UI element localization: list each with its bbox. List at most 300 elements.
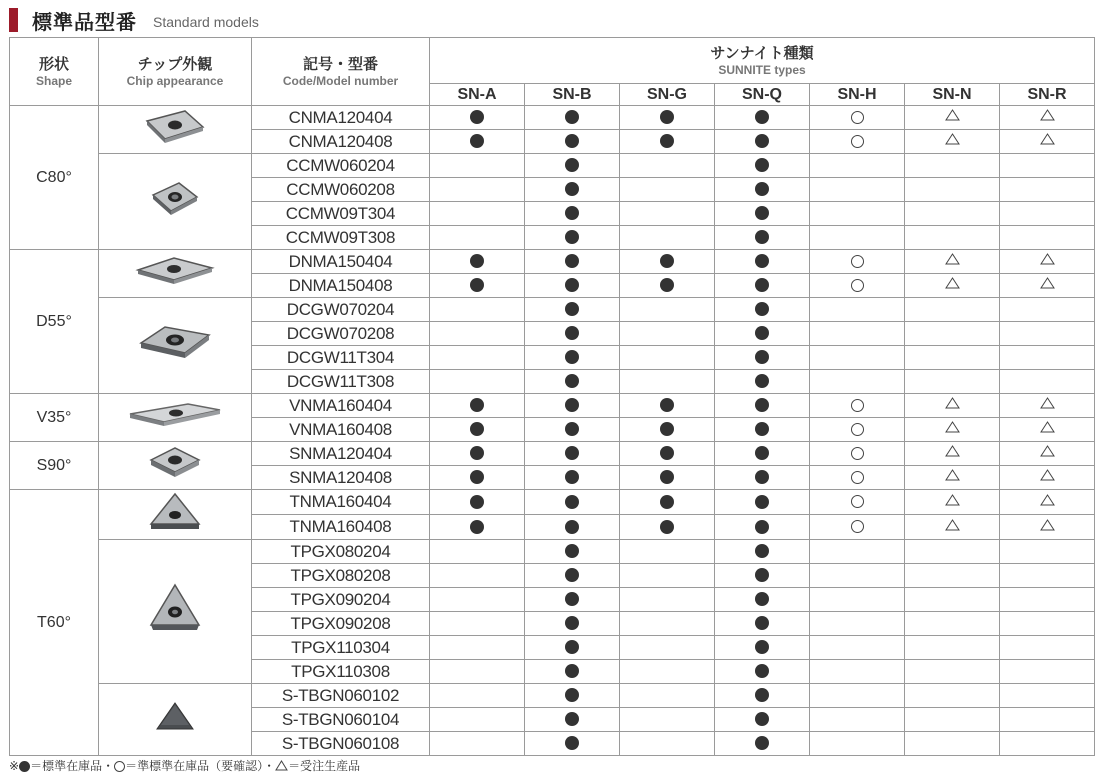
availability-cell-sn-g xyxy=(620,540,715,564)
standard-stock-dot-icon xyxy=(565,182,579,196)
chip-appearance-cell xyxy=(99,540,252,684)
model-code-cell: TPGX110304 xyxy=(252,636,430,660)
availability-cell-sn-a xyxy=(430,466,525,490)
made-to-order-triangle-icon xyxy=(945,108,960,126)
model-code-cell: TNMA160404 xyxy=(252,490,430,515)
availability-cell-sn-g xyxy=(620,684,715,708)
availability-cell-sn-a xyxy=(430,154,525,178)
availability-cell-sn-r xyxy=(1000,202,1095,226)
standard-stock-dot-icon xyxy=(565,302,579,316)
availability-cell-sn-q xyxy=(715,564,810,588)
model-code-cell: S-TBGN060108 xyxy=(252,732,430,756)
availability-cell-sn-n xyxy=(905,564,1000,588)
heading-en: Standard models xyxy=(153,13,259,30)
availability-cell-sn-a xyxy=(430,298,525,322)
availability-cell-sn-q xyxy=(715,130,810,154)
availability-cell-sn-a xyxy=(430,418,525,442)
availability-cell-sn-n xyxy=(905,466,1000,490)
availability-cell-sn-b xyxy=(525,540,620,564)
model-code-cell: DCGW070208 xyxy=(252,322,430,346)
legend-footnote: ※ ＝標準在庫品・ ＝準標準在庫品（要確認）・ ＝受注生産品 xyxy=(9,759,361,773)
tnma-insert-icon xyxy=(145,521,205,538)
availability-cell-sn-a xyxy=(430,442,525,466)
standard-stock-dot-icon xyxy=(565,544,579,558)
availability-cell-sn-g xyxy=(620,274,715,298)
availability-cell-sn-g xyxy=(620,418,715,442)
availability-cell-sn-g xyxy=(620,106,715,130)
table-row xyxy=(10,442,1095,466)
availability-cell-sn-a xyxy=(430,106,525,130)
availability-cell-sn-r xyxy=(1000,490,1095,515)
availability-cell-sn-b xyxy=(525,394,620,418)
model-code-cell: TPGX080208 xyxy=(252,564,430,588)
availability-cell-sn-q xyxy=(715,660,810,684)
availability-cell-sn-r xyxy=(1000,515,1095,540)
availability-cell-sn-h xyxy=(810,490,905,515)
standard-stock-dot-icon xyxy=(660,134,674,148)
availability-cell-sn-h xyxy=(810,346,905,370)
availability-cell-sn-b xyxy=(525,684,620,708)
standard-stock-dot-icon xyxy=(755,520,769,534)
model-code-cell: CNMA120408 xyxy=(252,130,430,154)
availability-cell-sn-n xyxy=(905,540,1000,564)
availability-cell-sn-r xyxy=(1000,660,1095,684)
dcgw-insert-icon xyxy=(135,354,215,371)
availability-cell-sn-h xyxy=(810,732,905,756)
standard-stock-dot-icon xyxy=(565,254,579,268)
availability-cell-sn-g xyxy=(620,660,715,684)
made-to-order-triangle-icon xyxy=(945,444,960,462)
availability-cell-sn-q xyxy=(715,588,810,612)
standard-stock-dot-icon xyxy=(565,446,579,460)
availability-cell-sn-g xyxy=(620,226,715,250)
made-to-order-triangle-icon xyxy=(1040,420,1055,438)
semi-standard-circle-icon xyxy=(851,111,864,124)
availability-cell-sn-g xyxy=(620,202,715,226)
standard-stock-dot-icon xyxy=(660,422,674,436)
availability-cell-sn-a xyxy=(430,130,525,154)
availability-cell-sn-g xyxy=(620,732,715,756)
availability-cell-sn-h xyxy=(810,418,905,442)
standard-stock-dot-icon xyxy=(755,350,769,364)
availability-cell-sn-r xyxy=(1000,708,1095,732)
availability-cell-sn-b xyxy=(525,298,620,322)
availability-cell-sn-n xyxy=(905,130,1000,154)
made-to-order-triangle-icon xyxy=(1040,276,1055,294)
model-code-cell: CNMA120404 xyxy=(252,106,430,130)
availability-cell-sn-n xyxy=(905,588,1000,612)
standard-stock-dot-icon xyxy=(755,278,769,292)
availability-cell-sn-h xyxy=(810,250,905,274)
made-to-order-triangle-icon xyxy=(945,420,960,438)
availability-cell-sn-r xyxy=(1000,540,1095,564)
availability-cell-sn-h xyxy=(810,178,905,202)
shape-cell: D55° xyxy=(10,250,99,394)
made-to-order-triangle-icon xyxy=(945,132,960,150)
table-row xyxy=(10,250,1095,274)
tbgn-insert-icon xyxy=(153,722,197,739)
availability-cell-sn-r xyxy=(1000,564,1095,588)
availability-cell-sn-b xyxy=(525,588,620,612)
availability-cell-sn-b xyxy=(525,202,620,226)
table-row xyxy=(10,298,1095,322)
standard-stock-dot-icon xyxy=(470,254,484,268)
availability-cell-sn-a xyxy=(430,322,525,346)
standard-stock-dot-icon xyxy=(755,616,769,630)
availability-cell-sn-q xyxy=(715,298,810,322)
availability-cell-sn-a xyxy=(430,202,525,226)
availability-cell-sn-q xyxy=(715,370,810,394)
availability-cell-sn-q xyxy=(715,178,810,202)
availability-cell-sn-r xyxy=(1000,732,1095,756)
semi-standard-circle-icon xyxy=(114,761,125,772)
made-to-order-triangle-icon xyxy=(1040,493,1055,511)
tpgx-insert-icon xyxy=(145,624,205,641)
standard-stock-dot-icon xyxy=(660,446,674,460)
availability-cell-sn-r xyxy=(1000,442,1095,466)
availability-cell-sn-a xyxy=(430,540,525,564)
availability-cell-sn-b xyxy=(525,322,620,346)
standard-stock-dot-icon xyxy=(755,158,769,172)
made-to-order-triangle-icon xyxy=(1040,396,1055,414)
standard-stock-dot-icon xyxy=(565,495,579,509)
availability-cell-sn-b xyxy=(525,178,620,202)
standard-stock-dot-icon xyxy=(565,640,579,654)
availability-cell-sn-a xyxy=(430,250,525,274)
availability-cell-sn-a xyxy=(430,370,525,394)
availability-cell-sn-n xyxy=(905,250,1000,274)
availability-cell-sn-r xyxy=(1000,418,1095,442)
availability-cell-sn-n xyxy=(905,490,1000,515)
semi-standard-circle-icon xyxy=(851,447,864,460)
availability-cell-sn-n xyxy=(905,660,1000,684)
standard-stock-dot-icon xyxy=(470,520,484,534)
model-code-cell: DCGW11T304 xyxy=(252,346,430,370)
availability-cell-sn-q xyxy=(715,636,810,660)
availability-cell-sn-b xyxy=(525,564,620,588)
availability-cell-sn-a xyxy=(430,394,525,418)
model-code-cell: CCMW060208 xyxy=(252,178,430,202)
availability-cell-sn-n xyxy=(905,684,1000,708)
model-code-cell: TPGX090204 xyxy=(252,588,430,612)
availability-cell-sn-a xyxy=(430,684,525,708)
standard-stock-dot-icon xyxy=(565,134,579,148)
availability-cell-sn-h xyxy=(810,708,905,732)
availability-cell-sn-b xyxy=(525,515,620,540)
availability-cell-sn-g xyxy=(620,346,715,370)
standard-stock-dot-icon xyxy=(755,664,769,678)
standard-stock-dot-icon xyxy=(565,374,579,388)
availability-cell-sn-b xyxy=(525,612,620,636)
model-code-cell: SNMA120408 xyxy=(252,466,430,490)
model-code-cell: TNMA160408 xyxy=(252,515,430,540)
availability-cell-sn-r xyxy=(1000,130,1095,154)
made-to-order-triangle-icon xyxy=(1040,132,1055,150)
semi-standard-circle-icon xyxy=(851,135,864,148)
availability-cell-sn-q xyxy=(715,394,810,418)
standard-stock-dot-icon xyxy=(565,470,579,484)
availability-cell-sn-h xyxy=(810,274,905,298)
availability-cell-sn-n xyxy=(905,418,1000,442)
semi-standard-circle-icon xyxy=(851,471,864,484)
availability-cell-sn-r xyxy=(1000,684,1095,708)
availability-cell-sn-r xyxy=(1000,274,1095,298)
chip-appearance-cell xyxy=(99,298,252,394)
standard-stock-dot-icon xyxy=(470,446,484,460)
standard-stock-dot-icon xyxy=(755,568,769,582)
standard-stock-dot-icon xyxy=(755,736,769,750)
availability-cell-sn-g xyxy=(620,636,715,660)
standard-stock-dot-icon xyxy=(565,712,579,726)
standard-stock-dot-icon xyxy=(660,470,674,484)
standard-stock-dot-icon xyxy=(470,422,484,436)
availability-cell-sn-q xyxy=(715,202,810,226)
availability-cell-sn-r xyxy=(1000,106,1095,130)
table-row xyxy=(10,106,1095,130)
semi-standard-circle-icon xyxy=(851,399,864,412)
standard-stock-dot-icon xyxy=(755,254,769,268)
standard-stock-dot-icon xyxy=(755,398,769,412)
availability-cell-sn-h xyxy=(810,322,905,346)
standard-stock-dot-icon xyxy=(660,110,674,124)
vnma-insert-icon xyxy=(128,417,222,434)
standard-stock-dot-icon xyxy=(470,134,484,148)
availability-cell-sn-n xyxy=(905,106,1000,130)
table-row xyxy=(10,684,1095,708)
availability-cell-sn-g xyxy=(620,708,715,732)
heading-accent-bar xyxy=(9,8,18,32)
availability-cell-sn-h xyxy=(810,130,905,154)
standard-stock-dot-icon xyxy=(565,278,579,292)
availability-cell-sn-g xyxy=(620,515,715,540)
availability-cell-sn-a xyxy=(430,708,525,732)
availability-cell-sn-g xyxy=(620,322,715,346)
shape-cell: V35° xyxy=(10,394,99,442)
chip-appearance-cell xyxy=(99,106,252,154)
availability-cell-sn-b xyxy=(525,636,620,660)
standard-stock-dot-icon xyxy=(565,568,579,582)
availability-cell-sn-h xyxy=(810,442,905,466)
availability-cell-sn-g xyxy=(620,178,715,202)
standard-stock-dot-icon xyxy=(565,592,579,606)
standard-stock-dot-icon xyxy=(565,350,579,364)
standard-stock-dot-icon xyxy=(755,544,769,558)
model-code-cell: VNMA160408 xyxy=(252,418,430,442)
type-header-sn-b: SN-B xyxy=(525,84,620,106)
availability-cell-sn-q xyxy=(715,442,810,466)
availability-cell-sn-a xyxy=(430,732,525,756)
availability-cell-sn-r xyxy=(1000,612,1095,636)
availability-cell-sn-a xyxy=(430,636,525,660)
standard-stock-dot-icon xyxy=(470,278,484,292)
availability-cell-sn-q xyxy=(715,346,810,370)
type-header-sn-q: SN-Q xyxy=(715,84,810,106)
ccmw-insert-icon xyxy=(147,208,203,225)
availability-cell-sn-q xyxy=(715,490,810,515)
model-code-cell: DCGW11T308 xyxy=(252,370,430,394)
availability-cell-sn-b xyxy=(525,154,620,178)
availability-cell-sn-n xyxy=(905,322,1000,346)
type-header-sn-n: SN-N xyxy=(905,84,1000,106)
sunnite-types-header: サンナイト種類 SUNNITE types xyxy=(430,38,1095,84)
availability-cell-sn-g xyxy=(620,154,715,178)
model-code-cell: S-TBGN060102 xyxy=(252,684,430,708)
type-header-sn-a: SN-A xyxy=(430,84,525,106)
availability-cell-sn-a xyxy=(430,515,525,540)
availability-cell-sn-n xyxy=(905,370,1000,394)
standard-stock-dot-icon xyxy=(660,520,674,534)
type-header-sn-g: SN-G xyxy=(620,84,715,106)
semi-standard-circle-icon xyxy=(851,423,864,436)
availability-cell-sn-q xyxy=(715,418,810,442)
model-code-cell: TPGX090208 xyxy=(252,612,430,636)
availability-cell-sn-b xyxy=(525,106,620,130)
standard-stock-dot-icon xyxy=(565,230,579,244)
availability-cell-sn-g xyxy=(620,130,715,154)
availability-cell-sn-h xyxy=(810,394,905,418)
model-code-cell: DCGW070204 xyxy=(252,298,430,322)
code-header: 記号・型番 Code/Model number xyxy=(252,38,430,106)
availability-cell-sn-h xyxy=(810,226,905,250)
standard-stock-dot-icon xyxy=(470,398,484,412)
availability-cell-sn-q xyxy=(715,226,810,250)
chip-appearance-cell xyxy=(99,250,252,298)
availability-cell-sn-q xyxy=(715,612,810,636)
standard-stock-dot-icon xyxy=(755,110,769,124)
availability-cell-sn-h xyxy=(810,106,905,130)
availability-cell-sn-q xyxy=(715,684,810,708)
standard-stock-dot-icon xyxy=(755,422,769,436)
made-to-order-triangle-icon xyxy=(1040,468,1055,486)
shape-header: 形状 Shape xyxy=(10,38,99,106)
model-code-cell: CCMW060204 xyxy=(252,154,430,178)
availability-cell-sn-h xyxy=(810,202,905,226)
availability-cell-sn-n xyxy=(905,708,1000,732)
semi-standard-circle-icon xyxy=(851,495,864,508)
availability-cell-sn-b xyxy=(525,708,620,732)
standard-stock-dot-icon xyxy=(755,326,769,340)
standard-stock-dot-icon xyxy=(565,158,579,172)
availability-cell-sn-h xyxy=(810,298,905,322)
availability-cell-sn-n xyxy=(905,612,1000,636)
made-to-order-triangle-icon xyxy=(1040,252,1055,270)
made-to-order-triangle-icon xyxy=(1040,108,1055,126)
availability-cell-sn-g xyxy=(620,490,715,515)
shape-cell: T60° xyxy=(10,490,99,756)
availability-cell-sn-a xyxy=(430,564,525,588)
availability-cell-sn-q xyxy=(715,250,810,274)
availability-cell-sn-n xyxy=(905,346,1000,370)
availability-cell-sn-r xyxy=(1000,226,1095,250)
availability-cell-sn-g xyxy=(620,564,715,588)
availability-cell-sn-a xyxy=(430,178,525,202)
standard-stock-dot-icon xyxy=(565,110,579,124)
availability-cell-sn-g xyxy=(620,298,715,322)
model-code-cell: VNMA160404 xyxy=(252,394,430,418)
table-row xyxy=(10,154,1095,178)
model-code-cell: SNMA120404 xyxy=(252,442,430,466)
made-to-order-triangle-icon xyxy=(945,276,960,294)
chip-appearance-cell xyxy=(99,490,252,540)
standard-stock-dot-icon xyxy=(470,470,484,484)
made-to-order-triangle-icon xyxy=(945,518,960,536)
availability-cell-sn-q xyxy=(715,708,810,732)
standard-stock-dot-icon xyxy=(565,616,579,630)
standard-stock-dot-icon xyxy=(755,182,769,196)
availability-cell-sn-h xyxy=(810,154,905,178)
availability-cell-sn-q xyxy=(715,732,810,756)
availability-cell-sn-a xyxy=(430,226,525,250)
availability-cell-sn-a xyxy=(430,612,525,636)
standard-stock-dot-icon xyxy=(660,398,674,412)
availability-cell-sn-q xyxy=(715,154,810,178)
availability-cell-sn-g xyxy=(620,394,715,418)
availability-cell-sn-h xyxy=(810,370,905,394)
dnma-insert-icon xyxy=(134,275,216,292)
availability-cell-sn-r xyxy=(1000,154,1095,178)
availability-cell-sn-q xyxy=(715,322,810,346)
semi-standard-circle-icon xyxy=(851,255,864,268)
standard-stock-dot-icon xyxy=(755,495,769,509)
model-code-cell: S-TBGN060104 xyxy=(252,708,430,732)
model-code-cell: TPGX110308 xyxy=(252,660,430,684)
availability-cell-sn-q xyxy=(715,106,810,130)
made-to-order-triangle-icon xyxy=(275,760,288,774)
made-to-order-triangle-icon xyxy=(945,396,960,414)
availability-cell-sn-n xyxy=(905,636,1000,660)
table-row xyxy=(10,394,1095,418)
availability-cell-sn-n xyxy=(905,178,1000,202)
standard-stock-dot-icon xyxy=(19,761,30,772)
availability-cell-sn-r xyxy=(1000,322,1095,346)
standard-stock-dot-icon xyxy=(565,736,579,750)
availability-cell-sn-a xyxy=(430,660,525,684)
chip-appearance-cell xyxy=(99,154,252,250)
standard-stock-dot-icon xyxy=(660,278,674,292)
standard-stock-dot-icon xyxy=(755,134,769,148)
model-code-cell: TPGX080204 xyxy=(252,540,430,564)
availability-cell-sn-r xyxy=(1000,178,1095,202)
standard-stock-dot-icon xyxy=(565,398,579,412)
availability-cell-sn-b xyxy=(525,442,620,466)
made-to-order-triangle-icon xyxy=(945,468,960,486)
availability-cell-sn-n xyxy=(905,442,1000,466)
availability-cell-sn-a xyxy=(430,274,525,298)
standard-stock-dot-icon xyxy=(470,110,484,124)
availability-cell-sn-n xyxy=(905,515,1000,540)
availability-cell-sn-b xyxy=(525,418,620,442)
availability-cell-sn-h xyxy=(810,588,905,612)
standard-stock-dot-icon xyxy=(755,592,769,606)
availability-cell-sn-n xyxy=(905,298,1000,322)
made-to-order-triangle-icon xyxy=(1040,518,1055,536)
standard-stock-dot-icon xyxy=(755,446,769,460)
availability-cell-sn-h xyxy=(810,684,905,708)
availability-cell-sn-q xyxy=(715,274,810,298)
availability-cell-sn-a xyxy=(430,346,525,370)
chip-appearance-cell xyxy=(99,394,252,442)
standard-stock-dot-icon xyxy=(755,206,769,220)
availability-cell-sn-b xyxy=(525,346,620,370)
availability-cell-sn-n xyxy=(905,202,1000,226)
availability-cell-sn-h xyxy=(810,612,905,636)
availability-cell-sn-r xyxy=(1000,636,1095,660)
model-code-cell: DNMA150404 xyxy=(252,250,430,274)
availability-cell-sn-r xyxy=(1000,588,1095,612)
table-row xyxy=(10,490,1095,515)
standard-models-table xyxy=(9,37,1095,756)
availability-cell-sn-g xyxy=(620,442,715,466)
